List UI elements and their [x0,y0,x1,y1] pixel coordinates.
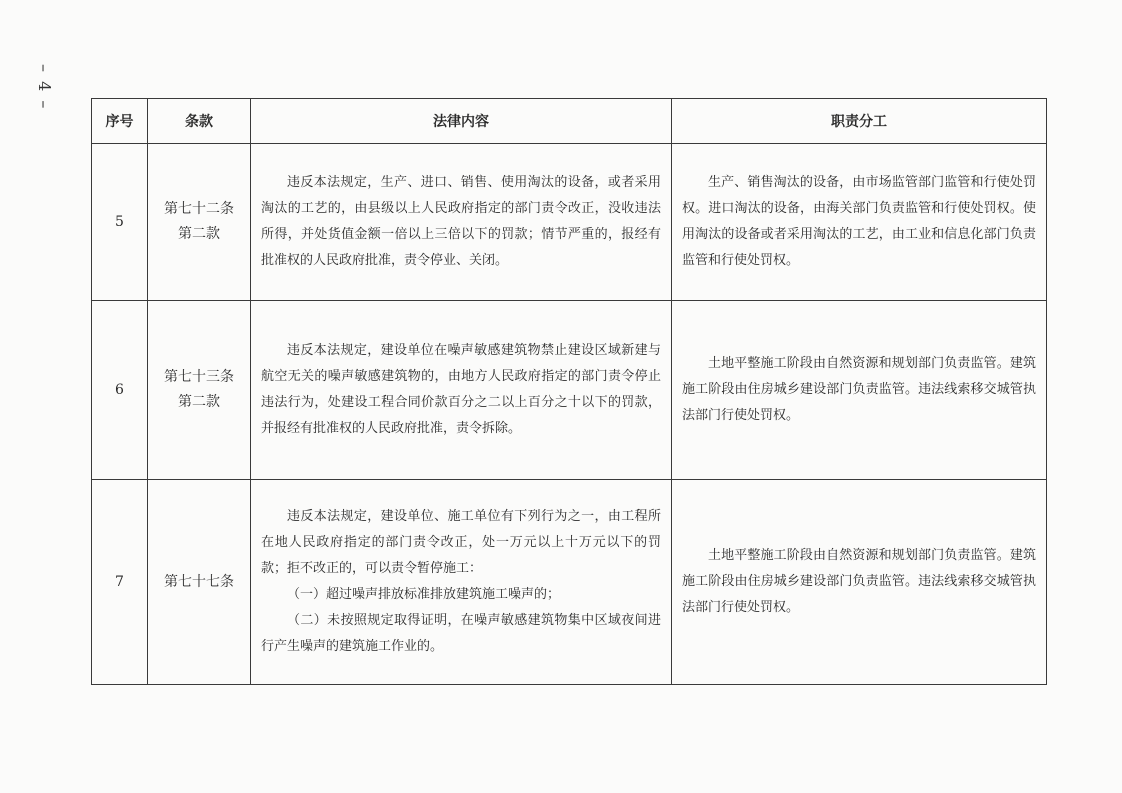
row-clause [148,480,251,685]
law-duty-table [91,98,1047,685]
duty-paragraph: 生产、销售淘汰的设备，由市场监管部门监管和行使处罚权。进口淘汰的设备，由海关部门负责监管和行使处罚权。使用淘汰的设备或者采用淘汰的工艺，由工业和信息化部门负责监管和行使处罚权。 [682,175,1036,268]
header-duty: 职责分工 [672,99,1047,144]
row-law-content [251,480,672,685]
clause-line: 第二款 [178,226,220,242]
table-row [92,480,1047,685]
row-number: 5 [92,144,148,301]
page-number: – 4 – [35,64,54,111]
duty-paragraph: 土地平整施工阶段由自然资源和规划部门负责监管。建筑施工阶段由住房城乡建设部门负责监管。违法线索移交城管执法部门行使处罚权。 [682,356,1036,423]
clause-line: 第七十二条 [164,201,234,217]
content-item: （二）未按照规定取得证明，在噪声敏感建筑物集中区域夜间进行产生噪声的建筑施工作业的。 [261,613,661,654]
content-paragraph: 违反本法规定，建设单位、施工单位有下列行为之一，由工程所在地人民政府指定的部门责令改正，处一万元以上十万元以下的罚款；拒不改正的，可以责令暂停施工： [261,509,661,576]
content-paragraph: 违反本法规定，建设单位在噪声敏感建筑物禁止建设区域新建与航空无关的噪声敏感建筑物的，由地方人民政府指定的部门责令停止违法行为，处建设工程合同价款百分之二以上百分之十以下的罚款，并报经有批准权的人民政府批准，责令拆除。 [261,343,661,436]
table-header-row [92,99,1047,144]
duty-paragraph: 土地平整施工阶段由自然资源和规划部门负责监管。建筑施工阶段由住房城乡建设部门负责监管。违法线索移交城管执法部门行使处罚权。 [682,548,1036,615]
clause-line: 第七十七条 [164,573,234,590]
row-duty [672,480,1047,685]
table-row [92,301,1047,480]
row-number: 6 [92,301,148,480]
content-item: （一）超过噪声排放标准排放建筑施工噪声的； [287,587,561,602]
row-duty [672,301,1047,480]
row-clause [148,144,251,301]
row-law-content [251,301,672,480]
header-num: 序号 [92,99,148,144]
clause-line: 第七十三条 [164,369,234,385]
row-duty [672,144,1047,301]
header-content: 法律内容 [251,99,672,144]
row-law-content [251,144,672,301]
row-number: 7 [92,480,148,685]
header-clause: 条款 [148,99,251,144]
clause-line: 第二款 [178,394,220,410]
row-clause [148,301,251,480]
table-row [92,144,1047,301]
content-paragraph: 违反本法规定，生产、进口、销售、使用淘汰的设备，或者采用淘汰的工艺的，由县级以上人民政府指定的部门责令改正，没收违法所得，并处货值金额一倍以上三倍以下的罚款；情节严重的，报经有批准权的人民政府批准，责令停业、关闭。 [261,175,661,268]
